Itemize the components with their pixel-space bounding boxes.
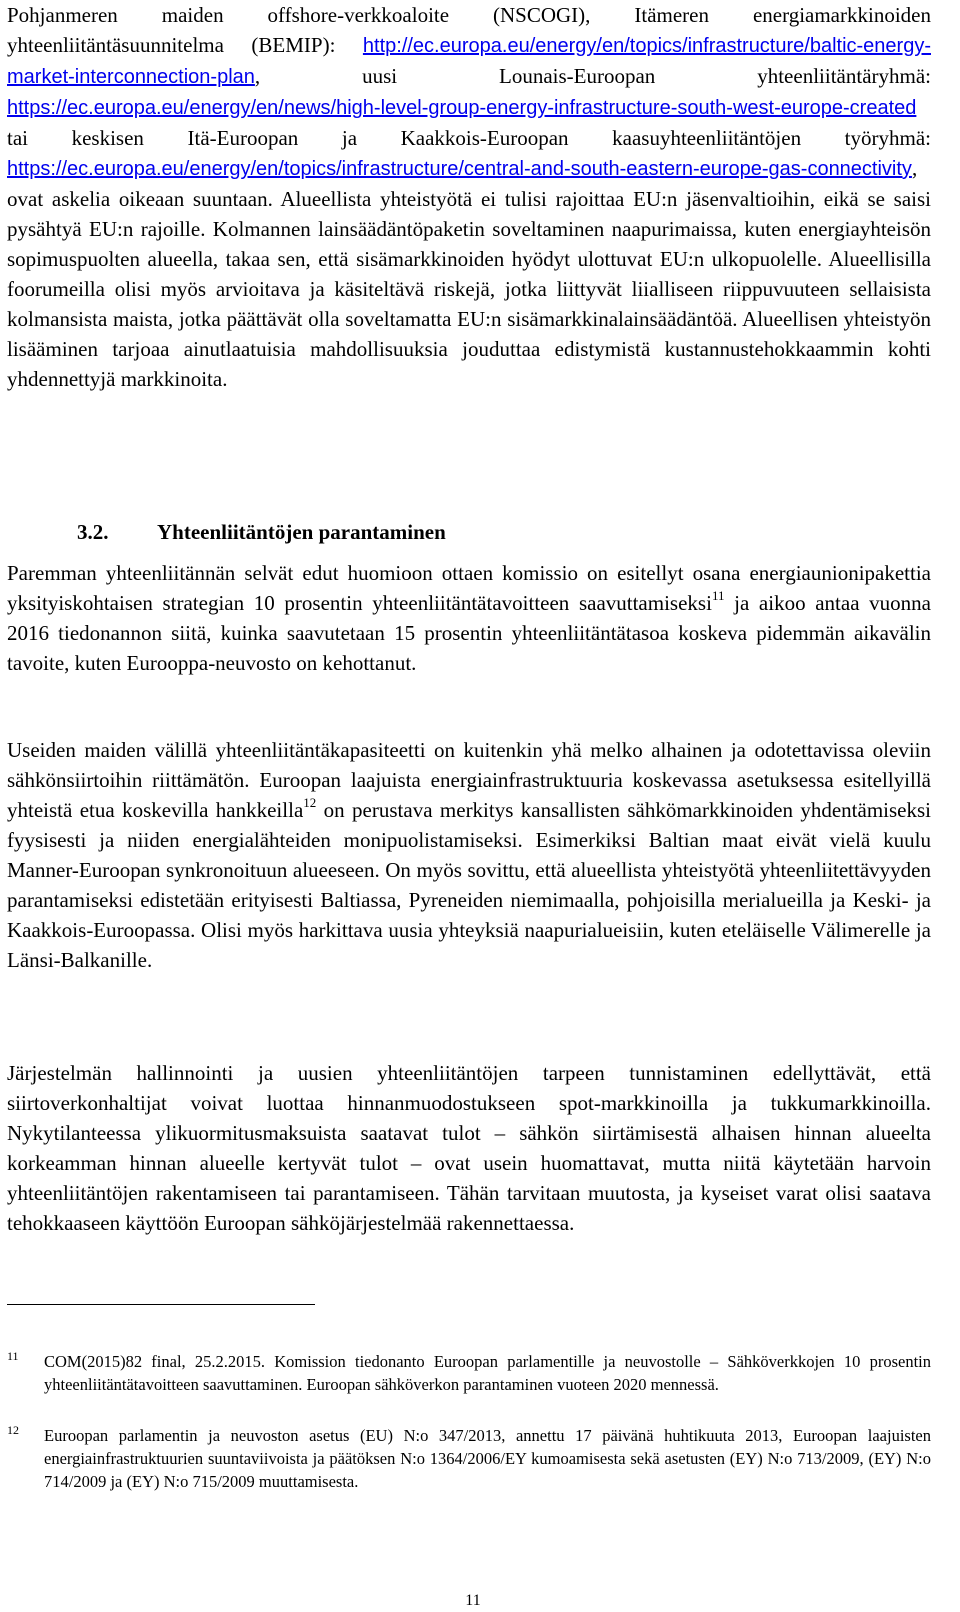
footnote-separator xyxy=(7,1304,315,1305)
section-number: 3.2. xyxy=(77,520,109,544)
footnote-ref-11[interactable]: 11 xyxy=(711,588,725,603)
paragraph-text: , uusi Lounais-Euroopan yhteenliitäntäryhmä: xyxy=(254,64,931,88)
paragraph-text: tai keskisen Itä-Euroopan ja Kaakkois-Euroopan kaasuyhteenliitäntöjen työryhmä: xyxy=(7,126,931,150)
page-number: 11 xyxy=(465,1592,481,1609)
paragraph-text: Paremman yhteenliitännän selvät edut huomioon ottaen komissio on esitellyt osana energiaunionipakettia yksityiskohtaisen strategian 10 prosentin yhteenliitäntätavoitteen saavuttamiseksi xyxy=(7,561,931,615)
footnote-ref-12[interactable]: 12 xyxy=(303,795,317,810)
footnote-12 xyxy=(7,1424,931,1493)
paragraph-text: Useiden maiden välillä yhteenliitäntäkapasiteetti on kuitenkin yhä melko alhainen ja odotettavissa oleviin sähkönsiirtoihin riittämätön. Euroopan laajuista energiainfrastruktuuria koskevassa asetuksessa esitellyillä yhteistä etua koskevilla hankkeilla xyxy=(7,738,931,822)
link-bemip[interactable]: http://ec.europa.eu/energy/en/topics/infrastructure/baltic-energy-market-interconnection-plan xyxy=(7,35,931,88)
section-heading xyxy=(77,517,446,547)
paragraph-interconnection-strategy xyxy=(7,558,931,678)
footnote-number: 11 xyxy=(7,1349,19,1363)
paragraph-regional-cooperation xyxy=(7,0,931,394)
paragraph-interconnection-capacity xyxy=(7,735,931,975)
footnote-text: Euroopan parlamentin ja neuvoston asetus (EU) N:o 347/2013, annettu 17 päivänä huhtikuuta 2013, Euroopan laajuisten energiainfrastruktuurien suuntaviivoista ja päätöksen N:o 1364/2006/EY kumoamisesta sekä asetusten (EY) N:o 713/2009, (EY) N:o 714/2009 ja (EY) N:o 715/2009 muuttamisesta. xyxy=(44,1426,931,1491)
footnote-text: COM(2015)82 final, 25.2.2015. Komission tiedonanto Euroopan parlamentille ja neuvostolle – Sähköverkkojen 10 prosentin yhteenliitäntätavoitteen saavuttaminen. Euroopan sähköverkon parantaminen vuoteen 2020 mennessä. xyxy=(44,1352,931,1394)
paragraph-text: Pohjanmeren maiden offshore-verkkoaloite (NSCOGI), Itämeren energiamarkkinoiden yhteenliitäntäsuunnitelma (BEMIP): xyxy=(7,3,931,57)
paragraph-text: ja aikoo antaa vuonna 2016 tiedonannon siitä, kuinka saavutetaan 15 prosentin yhteenliitäntätasoa koskeva pidemmän aikavälin tavoite, kuten Eurooppa-neuvosto on kehottanut. xyxy=(7,591,931,675)
paragraph-text: on perustava merkitys kansallisten sähkömarkkinoiden yhdentämiseksi fyysisesti ja niiden energialähteiden monipuolistamiseksi. Esimerkiksi Baltian maat eivät vielä kuulu Manner-Euroopan synkronoituun alueeseen. On myös sovittu, että alueellista yhteistyötä yhteenliitettävyyden parantamiseksi edistetään erityisesti Baltiassa, Pyreneiden niemimaalla, pohjoisilla merialueilla ja Keski- ja Kaakkois-Euroopassa. Olisi myös harkittava uusia yhteyksiä naapurialueisiin, kuten eteläiselle Välimerelle ja Länsi-Balkanille. xyxy=(7,798,932,972)
link-south-west-europe-group[interactable]: https://ec.europa.eu/energy/en/news/high-level-group-energy-infrastructure-south-west-europe-created xyxy=(7,97,917,119)
footnote-number: 12 xyxy=(7,1423,19,1437)
section-title: Yhteenliitäntöjen parantaminen xyxy=(157,520,446,544)
link-cesec-gas-connectivity[interactable]: https://ec.europa.eu/energy/en/topics/infrastructure/central-and-south-eastern-europe-gas-connectivity xyxy=(7,158,912,180)
paragraph-system-management xyxy=(7,1058,931,1238)
paragraph-text: Järjestelmän hallinnointi ja uusien yhteenliitäntöjen tarpeen tunnistaminen edellyttävät, että siirtoverkonhaltijat voivat luottaa hinnanmuodostukseen spot-markkinoilla ja tukkumarkkinoilla. Nykytilanteessa ylikuormitusmaksuista saatavat tulot – sähkön siirtämisestä alhaisen hinnan alueelta korkeamman hinnan alueelle kertyvät tulot – ovat usein huomattavat, mutta niitä käytetään harvoin yhteenliitäntöjen rakentamiseen tai parantamiseen. Tähän tarvitaan muutosta, ja kyseiset varat olisi saatava tehokkaaseen käyttöön Euroopan sähköjärjestelmää rakennettaessa. xyxy=(7,1061,931,1235)
footnote-11 xyxy=(7,1350,931,1396)
paragraph-text: , ovat askelia oikeaan suuntaan. Alueellista yhteistyötä ei tulisi rajoittaa EU:n jäsenvaltioihin, eikä se saisi pysähtyä EU:n rajoille. Kolmannen lainsäädäntöpaketin soveltaminen naapurimaissa, kuten energiayhteisön sopimuspuolten alueella, takaa sen, että sisämarkkinoiden hyödyt ulottuvat EU:n ulkopuolelle. Alueellisilla foorumeilla olisi myös arvioitava ja käsiteltävä riskejä, jotka liittyvät liialliseen riippuvuuteen sellaisista kolmansista maista, jotka päättävät olla soveltamatta EU:n sisämarkkinalainsäädäntöä. Alueellisen yhteistyön lisääminen tarjoaa ainutlaatuisia mahdollisuuksia jouduttaa edistymistä kustannustehokkaammin kohti yhdennettyjä markkinoita. xyxy=(7,156,931,391)
